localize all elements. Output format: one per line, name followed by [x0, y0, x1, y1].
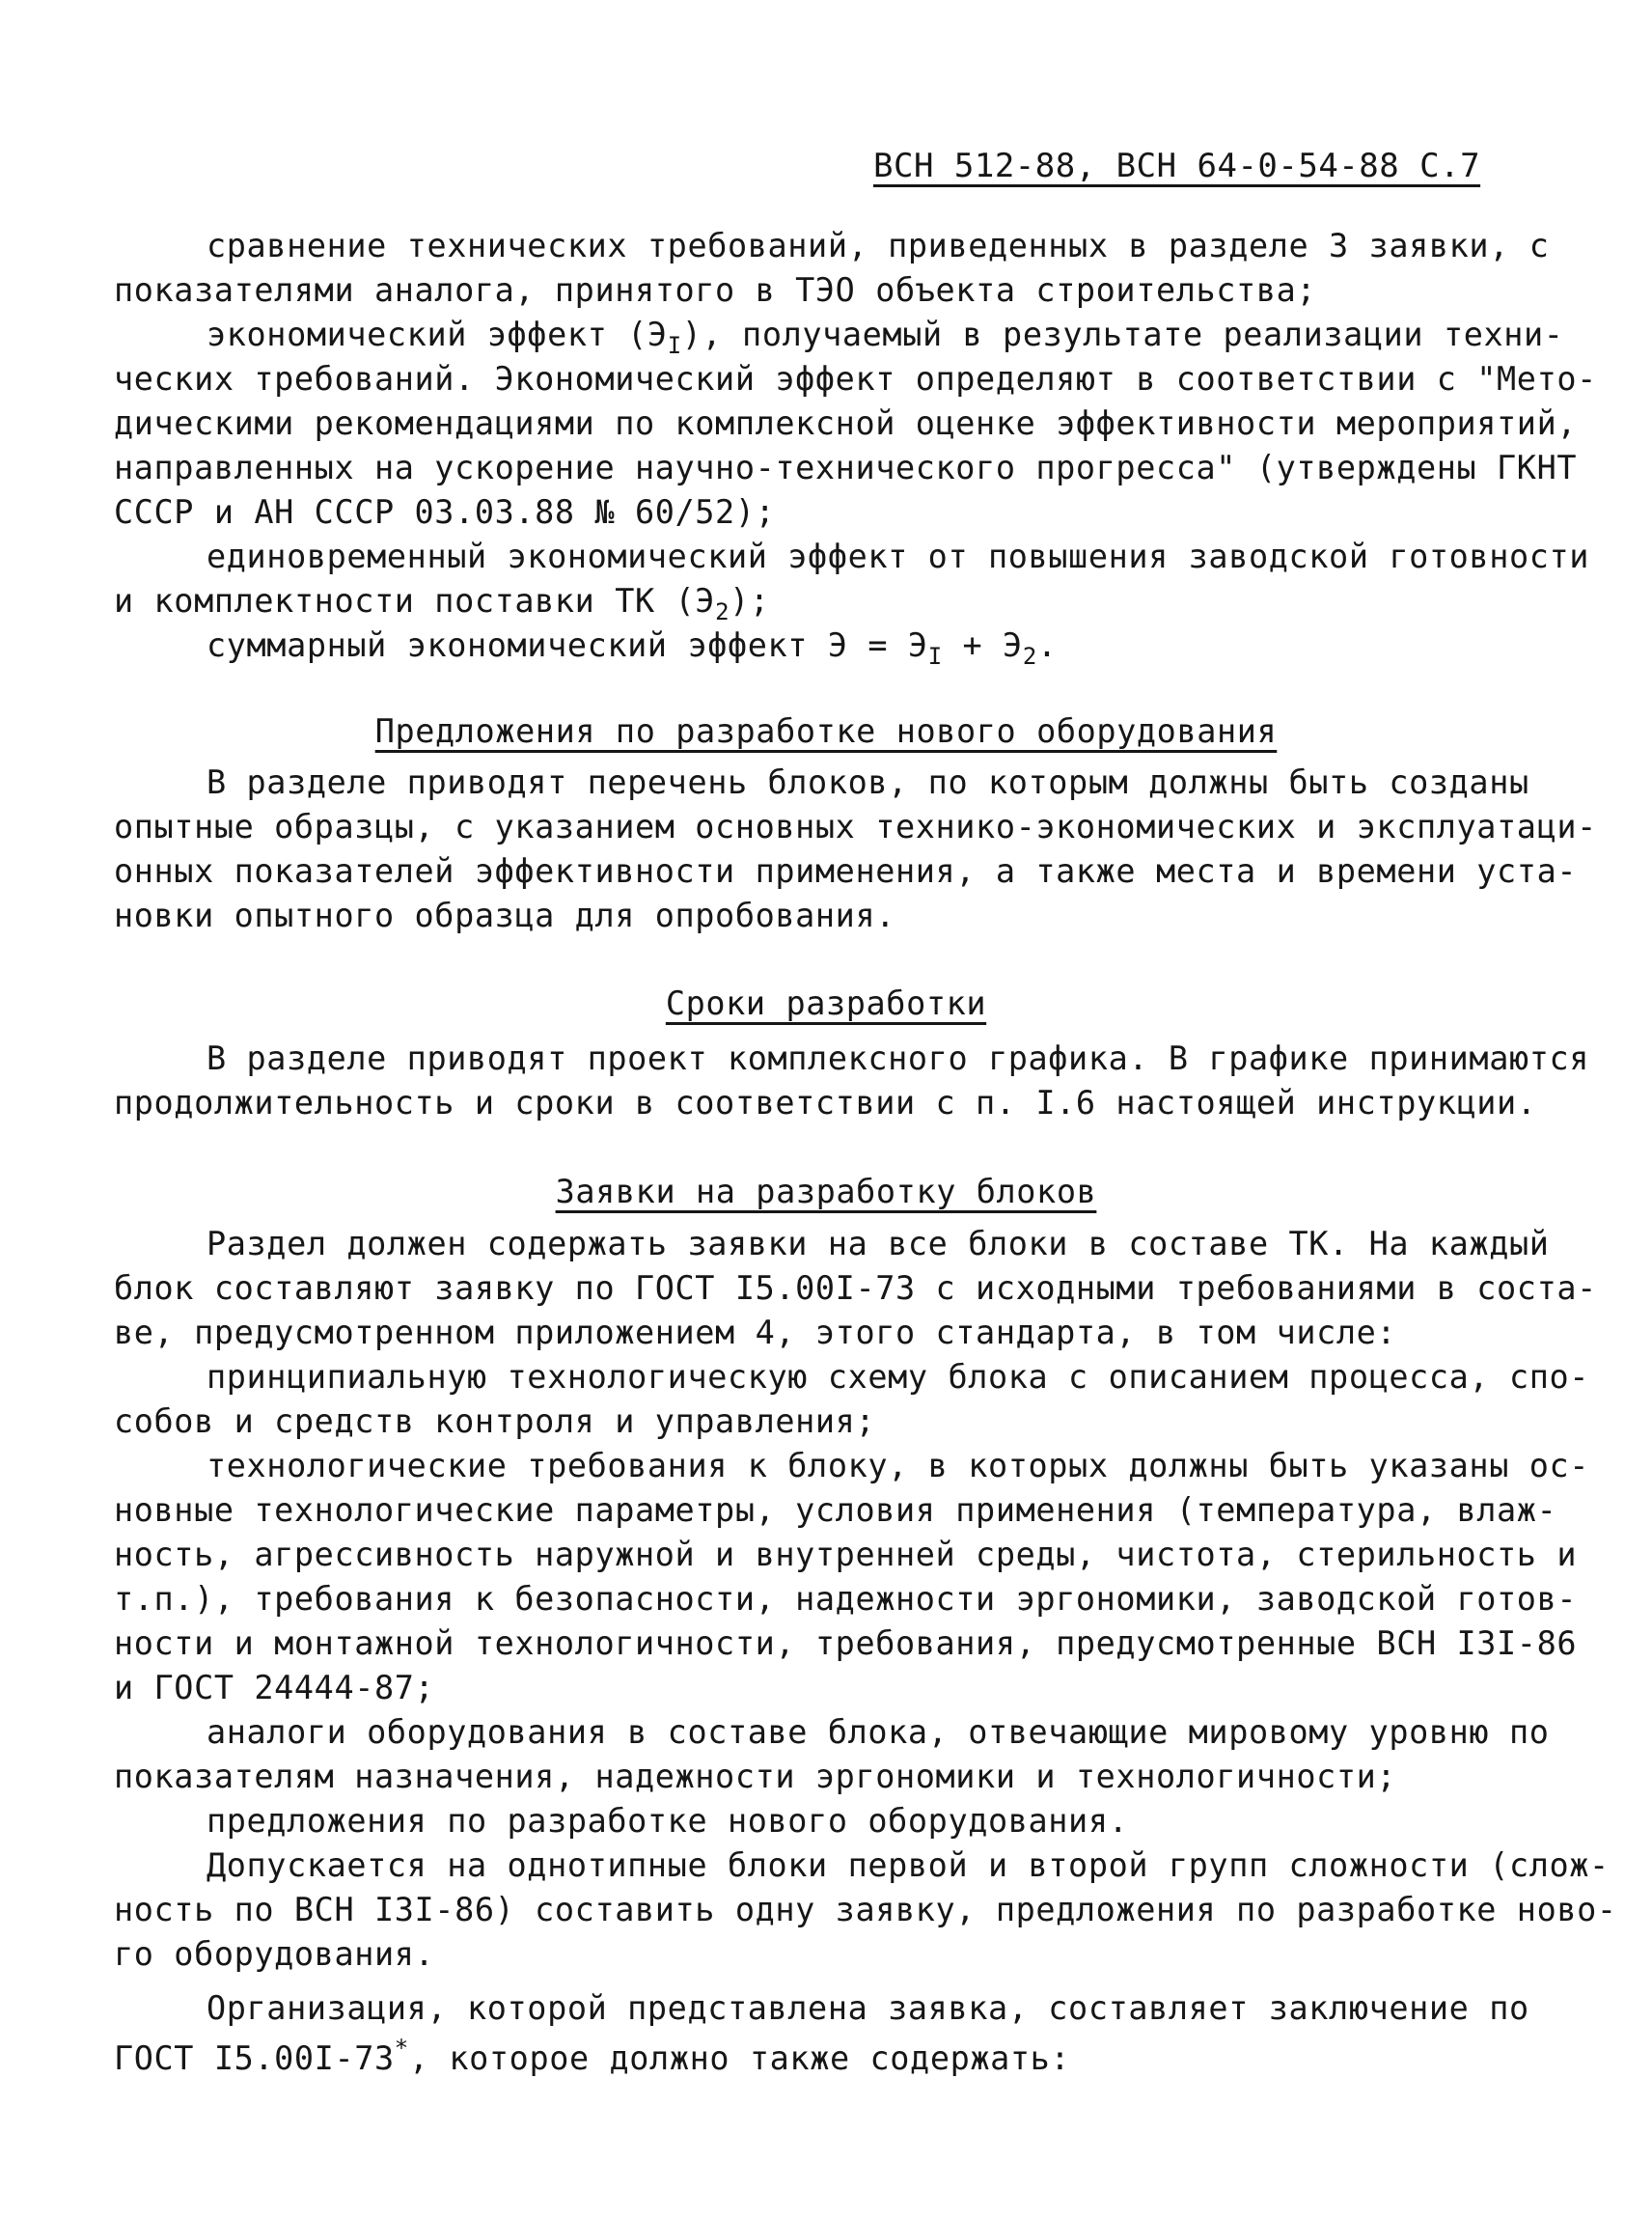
paragraph-line: блок составляют заявку по ГОСТ I5.00I-73 с исходными требованиями в соста- [114, 1269, 1597, 1307]
paragraph-line: Допускается на однотипные блоки первой и второй групп сложности (слож- [206, 1846, 1610, 1884]
paragraph-line: В разделе приводят перечень блоков, по которым должны быть созданы [206, 763, 1529, 801]
paragraph-line: сравнение технических требований, приведенных в разделе 3 заявки, с [206, 227, 1550, 264]
paragraph-line: новные технологические параметры, условия применения (температура, влаж- [114, 1491, 1557, 1529]
paragraph-line: ческих требований. Экономический эффект определяют в соответствии с "Мето- [114, 360, 1597, 398]
paragraph-line: технологические требования к блоку, в которых должны быть указаны ос- [206, 1447, 1590, 1484]
paragraph-line: аналоги оборудования в составе блока, отвечающие мировому уровню по [206, 1713, 1550, 1751]
paragraph-line: ности и монтажной технологичности, требования, предусмотренные ВСН I3I-86 [114, 1624, 1578, 1662]
section-heading: Предложения по разработке нового оборудования [374, 712, 1278, 750]
paragraph-line: т.п.), требования к безопасности, надежности эргономики, заводской готов- [114, 1580, 1578, 1618]
paragraph-line: направленных на ускорение научно-технического прогресса" (утверждены ГКНТ [114, 449, 1578, 486]
paragraph-line: ГОСТ I5.00I-73*, которое должно также содержать: [114, 2035, 1071, 2077]
section-heading: Сроки разработки [665, 984, 987, 1022]
paragraph-line: Организация, которой представлена заявка, составляет заключение по [206, 1989, 1529, 2027]
page-header: ВСН 512-88, ВСН 64-0-54-88 С.7 [873, 147, 1481, 185]
paragraph-line: СССР и АН СССР 03.03.88 № 60/52); [114, 493, 776, 531]
paragraph-line: дическими рекомендациями по комплексной оценке эффективности мероприятий, [114, 404, 1578, 442]
paragraph-line: экономический эффект $(Э_I)$, получаемый в результате реализации техни- [206, 316, 1564, 359]
paragraph-line: собов и средств контроля и управления; [114, 1402, 876, 1440]
paragraph-line: Раздел должен содержать заявки на все блоки в составе ТК. На каждый [206, 1225, 1550, 1262]
paragraph-line: продолжительность и сроки в соответствии с п. I.6 настоящей инструкции. [114, 1084, 1537, 1122]
paragraph-line: показателями аналога, принятого в ТЭО объекта строительства; [114, 271, 1317, 309]
paragraph-line: В разделе приводят проект комплексного графика. В графике принимаются [206, 1039, 1590, 1077]
paragraph-line: онных показателей эффективности применения, а также места и времени уста- [114, 852, 1578, 890]
paragraph-line: ве, предусмотренном приложением 4, этого стандарта, в том числе: [114, 1314, 1397, 1351]
paragraph-line: принципиальную технологическую схему блока с описанием процесса, спо- [206, 1358, 1590, 1396]
paragraph-line: ность, агрессивность наружной и внутренней среды, чистота, стерильность и [114, 1536, 1578, 1573]
paragraph-line: и ГОСТ 24444-87; [114, 1669, 435, 1706]
paragraph-line: показателям назначения, надежности эргономики и технологичности; [114, 1758, 1397, 1795]
paragraph-line: ность по ВСН I3I-86) составить одну заявку, предложения по разработке ново- [114, 1891, 1617, 1928]
section-heading: Заявки на разработку блоков [555, 1173, 1097, 1210]
paragraph-line: суммарный экономический эффект $Э = Э_I + Э_2$. [206, 626, 1058, 670]
paragraph-line: го оборудования. [114, 1935, 435, 1973]
paragraph-line: единовременный экономический эффект от повышения заводской готовности [206, 538, 1590, 575]
paragraph-line: предложения по разработке нового оборудования. [206, 1802, 1129, 1840]
paragraph-line: новки опытного образца для опробования. [114, 897, 895, 934]
paragraph-line: опытные образцы, с указанием основных технико-экономических и эксплуатаци- [114, 808, 1597, 845]
paragraph-line: и комплектности поставки ТК $(Э_2)$; [114, 582, 770, 625]
